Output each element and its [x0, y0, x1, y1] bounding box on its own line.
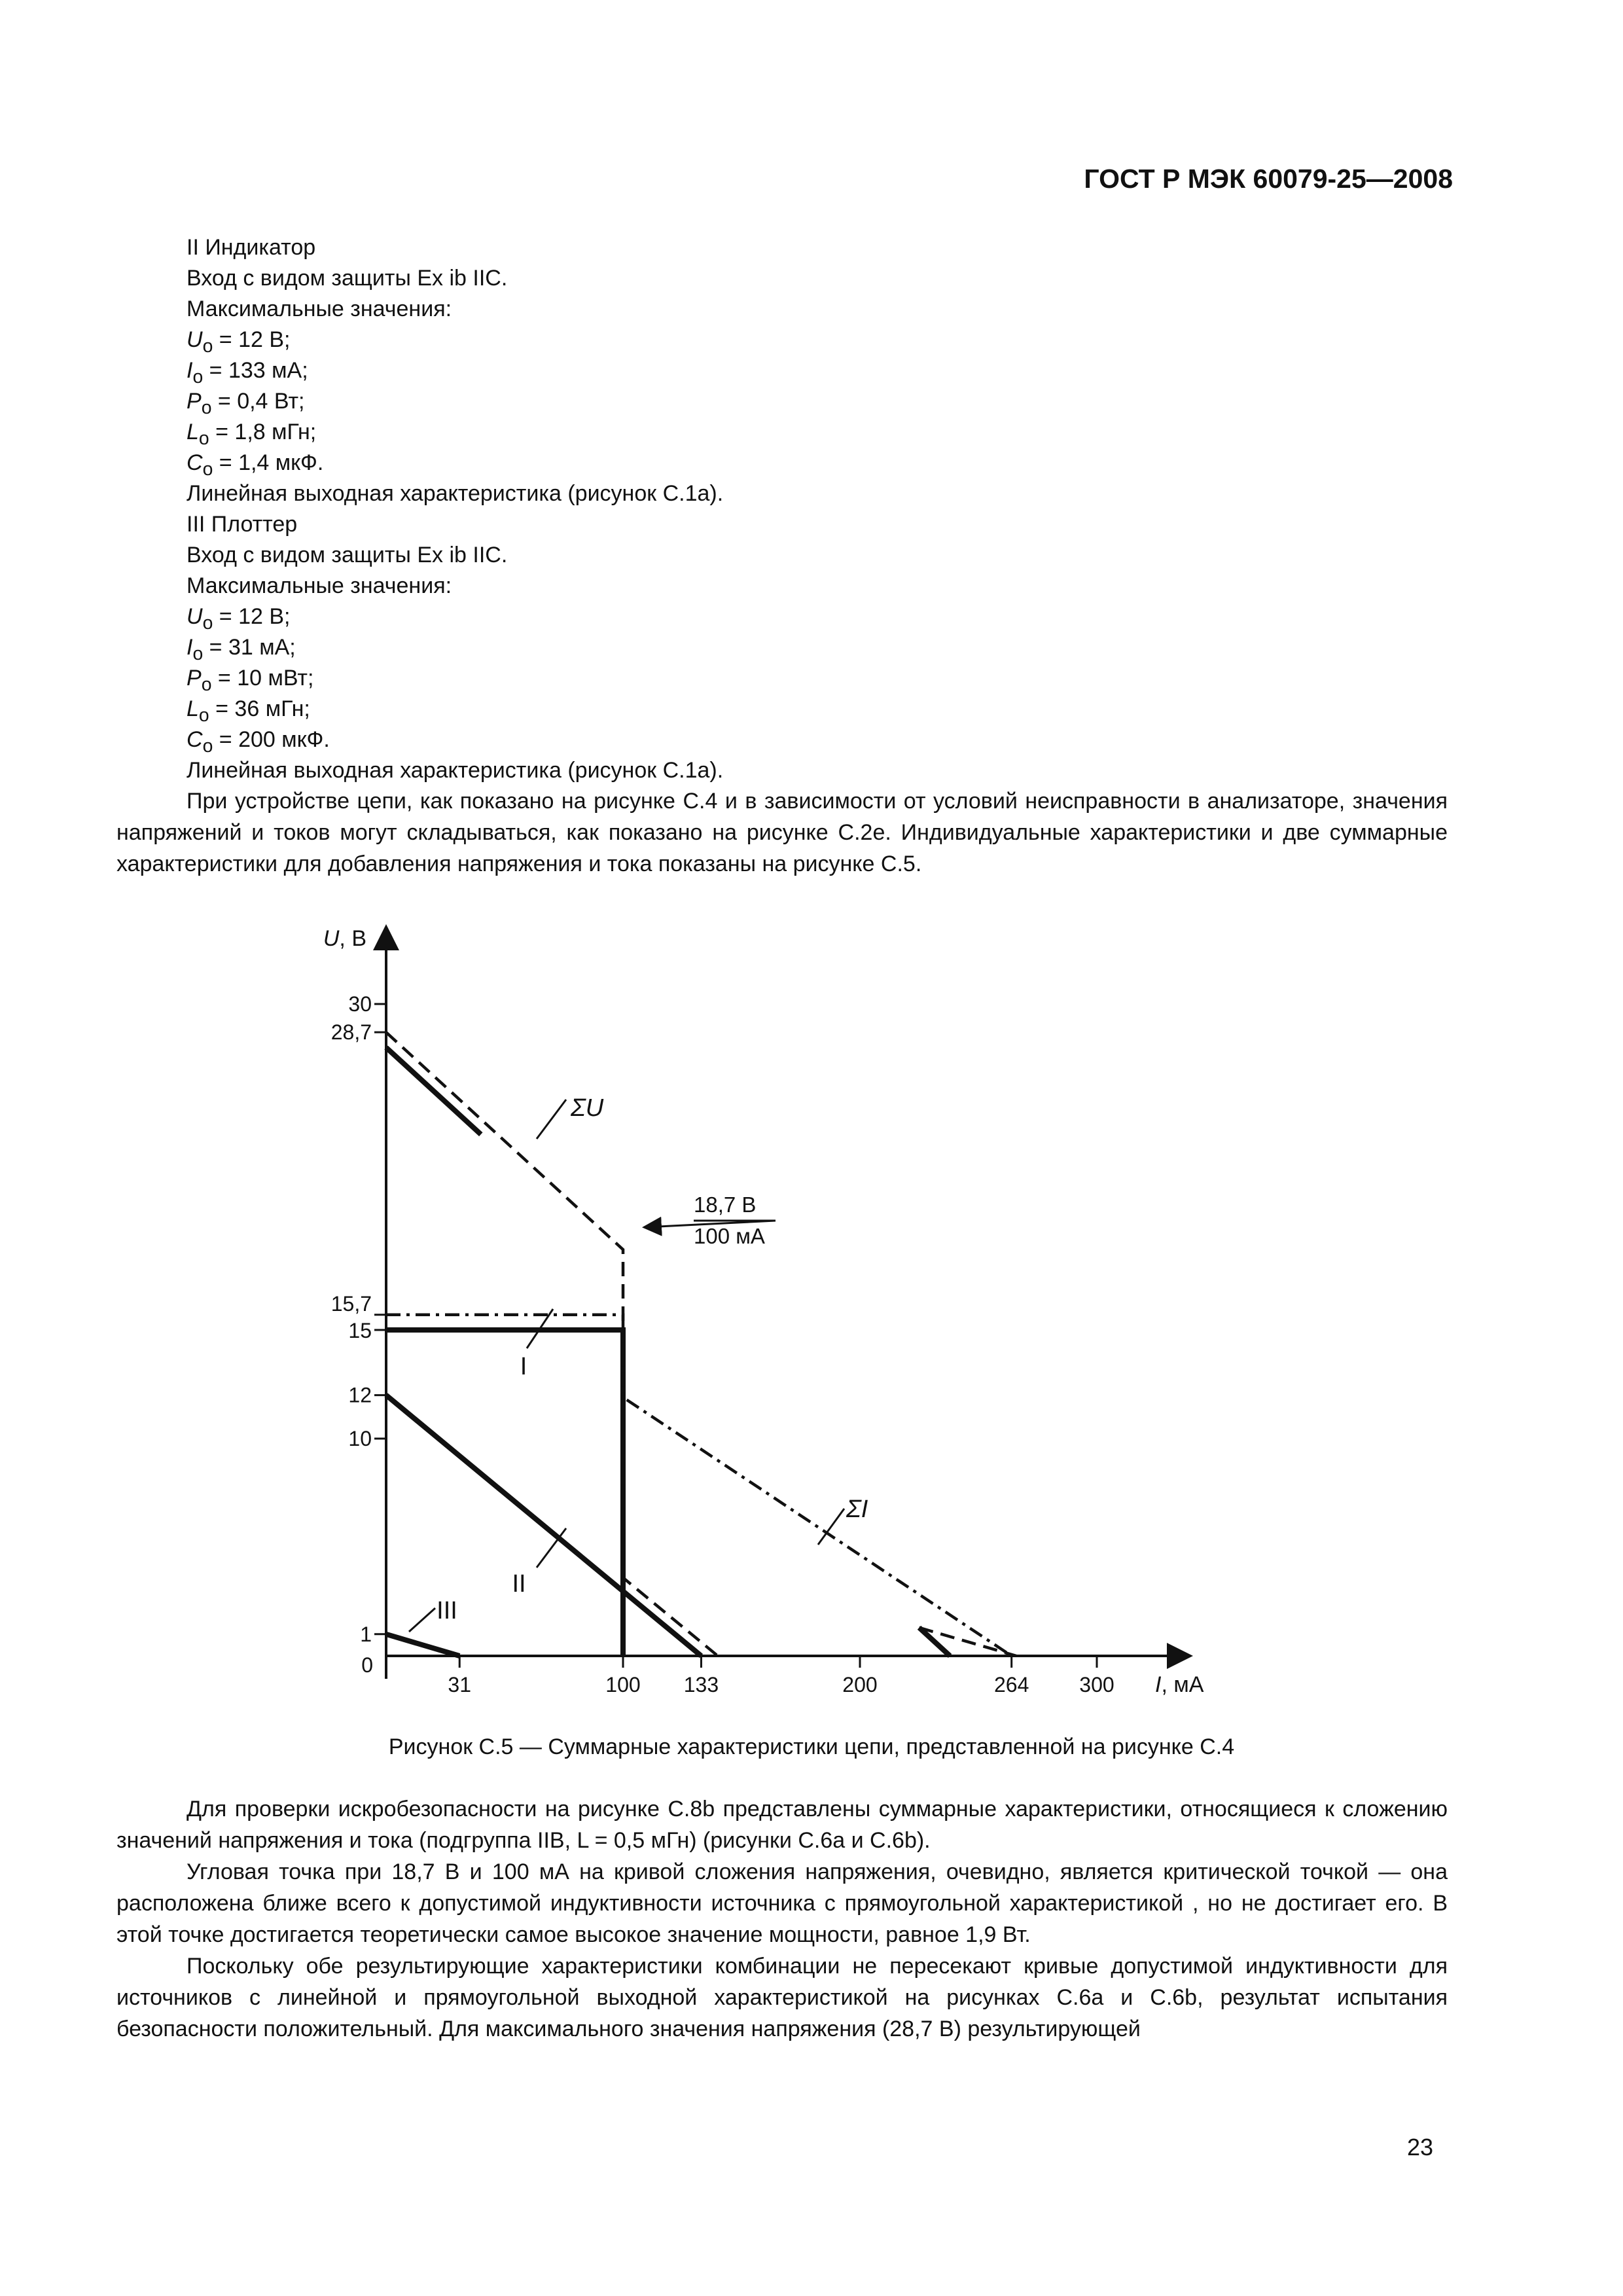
- figure-caption: Рисунок С.5 — Суммарные характеристики цепи, представленной на рисунке С.4: [388, 1734, 1235, 1759]
- indicator-param-i: $I_o = 133$ мА;: [187, 358, 308, 387]
- indicator-param-u: $U_o = 12$ В;: [187, 327, 291, 357]
- series-curve-segment: [919, 1628, 950, 1656]
- label-sum-i: ΣI: [846, 1496, 868, 1523]
- label-curve-iii: III: [437, 1597, 457, 1624]
- indicator-title: II Индикатор: [187, 235, 316, 260]
- indicator-param-p: $P_o = 0,4$ Вт;: [187, 389, 305, 418]
- body-paragraph-3: Поскольку обе результирующие характеристики комбинации не пересекают кривые допустимой индуктивности для источников с линейной и прямоугольной выходной характеристикой на рисунках С.6а и С.6b, результат испытания безопасности положительный. Для максимального значения напряжения (28,7 В) результирующей: [116, 1954, 1448, 2041]
- y-tick-label: 15: [348, 1319, 372, 1342]
- plotter-max-label: Максимальные значения:: [187, 573, 452, 598]
- body-paragraph-2: Угловая точка при 18,7 В и 100 мА на кривой сложения напряжения, очевидно, является критической точкой — она расположена ближе всего к допустимой индуктивности источника с прямоугольной характеристикой , но не достигает его. В этой точке достигается теоретически самое высокое значение мощности, равное 1,9 Вт.: [116, 1859, 1448, 1947]
- leader-line: [409, 1608, 435, 1632]
- plotter-param-u: $U_o = 12$ В;: [187, 604, 291, 634]
- label-curve-i: I: [520, 1353, 527, 1380]
- y-axis-label: U, В: [323, 926, 366, 951]
- x-axis-label: I, мА: [1155, 1672, 1204, 1697]
- indicator-param-l: $L_o = 1,8$ мГн;: [187, 420, 317, 449]
- origin-label: 0: [361, 1653, 373, 1677]
- series-curve-segment: [386, 1047, 481, 1134]
- y-tick-label: 12: [348, 1383, 372, 1407]
- x-tick-label: 31: [448, 1673, 472, 1696]
- y-tick-label: 28,7: [330, 1020, 372, 1045]
- x-tick-label: 133: [683, 1673, 719, 1696]
- document-header: ГОСТ Р МЭК 60079-25—2008: [1084, 164, 1453, 194]
- body-paragraph-1: Для проверки искробезопасности на рисунке С.8b представлены суммарные характеристики, относящиеся к сложению значений напряжения и тока (подгруппа IIB, L = 0,5 мГн) (рисунки С.6а и С.6b).: [116, 1797, 1448, 1853]
- body-text: [116, 1793, 1448, 2045]
- plotter-param-i: $I_o = 31$ мА;: [187, 635, 296, 664]
- indicator-input: Вход с видом защиты Ex ib IIC.: [187, 266, 508, 291]
- y-tick-label: 10: [348, 1427, 372, 1450]
- y-tick-label: 30: [348, 992, 372, 1016]
- x-tick-label: 264: [993, 1673, 1029, 1696]
- series-curve-ii: [386, 1395, 701, 1656]
- plotter-param-c: $C_o = 200$ мкФ.: [187, 727, 330, 757]
- plotter-param-l: $L_o = 36$ мГн;: [187, 696, 310, 726]
- plotter-input: Вход с видом защиты Ex ib IIC.: [187, 543, 508, 567]
- chart-axes: [374, 929, 1188, 1679]
- label-sum-u: ΣU: [571, 1094, 604, 1122]
- series-curve-iii: [386, 1634, 459, 1656]
- annotation-current: 100 мА: [694, 1224, 765, 1248]
- x-tick-label: 300: [1079, 1673, 1115, 1696]
- page-number: 23: [1407, 2134, 1434, 2161]
- plotter-title: III Плоттер: [187, 512, 298, 537]
- chart-labels: [323, 926, 1204, 1697]
- indicator-max-label: Максимальные значения:: [187, 296, 452, 321]
- chart-marks: [386, 1032, 1016, 1656]
- annotation-voltage: 18,7 В: [694, 1193, 757, 1217]
- x-tick-label: 200: [842, 1673, 878, 1696]
- plotter-characteristic: Линейная выходная характеристика (рисунок С.1а).: [187, 758, 724, 783]
- indicator-characteristic: Линейная выходная характеристика (рисунок С.1а).: [187, 481, 724, 506]
- leader-line: [818, 1509, 844, 1545]
- plotter-param-p: $P_o = 10$ мВт;: [187, 666, 314, 695]
- leader-line: [537, 1100, 566, 1139]
- indicator-param-c: $C_o = 1,4$ мкФ.: [187, 450, 324, 480]
- series-sum-u: [386, 1032, 718, 1656]
- label-curve-ii: II: [512, 1570, 526, 1598]
- y-tick-label: 15,7: [330, 1291, 372, 1316]
- x-tick-label: 100: [605, 1673, 641, 1696]
- intro-paragraph: При устройстве цепи, как показано на рисунке С.4 и в зависимости от условий неисправности в анализаторе, значения напряжений и токов могут складываться, как показано на рисунке С.2е. Индивидуальные характеристики и две суммарные характеристики для добавления напряжения и тока показаны на рисунке С.5.: [116, 789, 1448, 876]
- y-tick-label: 1: [360, 1622, 372, 1646]
- series-sum-i: [386, 1315, 1012, 1656]
